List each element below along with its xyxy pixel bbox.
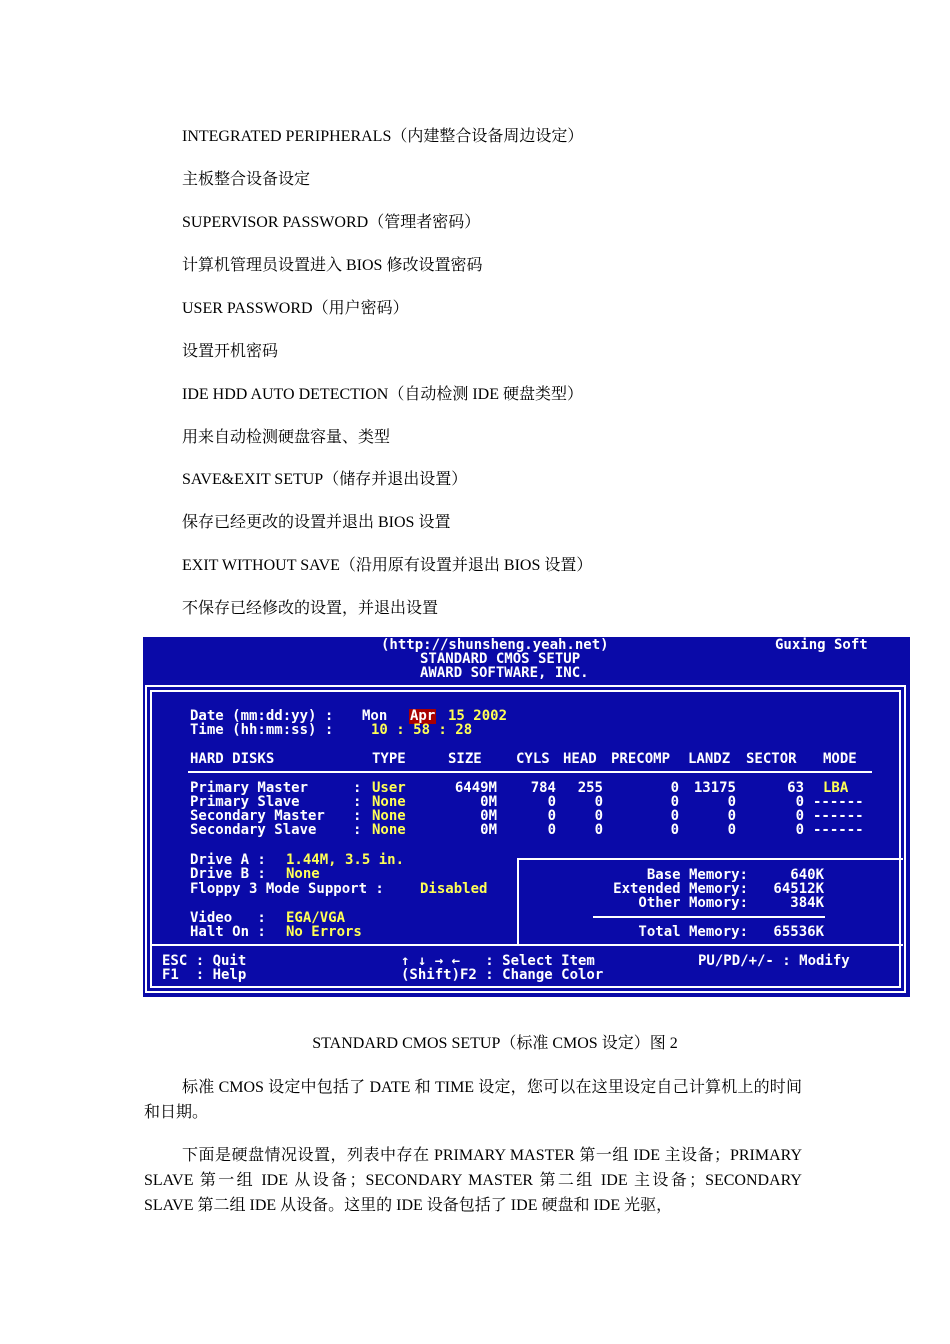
disk-sector: 0 (795, 822, 804, 838)
disk-precomp: 0 (670, 794, 679, 810)
disk-precomp: 0 (670, 780, 679, 796)
doc-line-ide-detection: IDE HDD AUTO DETECTION（自动检测 IDE 硬盘类型） (182, 386, 584, 403)
footer-divider (150, 944, 903, 946)
disk-name: Primary Master (190, 780, 309, 796)
col-mode: MODE (823, 751, 857, 767)
disk-landz: 13175 (693, 780, 736, 796)
col-sector: SECTOR (746, 751, 797, 767)
doc-line-save-exit: SAVE&EXIT SETUP（储存并退出设置） (182, 471, 468, 488)
disk-name: Primary Slave (190, 794, 300, 810)
footer-change-color: (Shift)F2 : Change Color (401, 967, 604, 983)
extended-memory-label: Extended Memory: (613, 881, 748, 897)
memory-box-left (517, 858, 519, 946)
time-label: Time (hh:mm:ss) : (190, 722, 334, 738)
total-memory-label: Total Memory: (638, 924, 748, 940)
floppy3-label: Floppy 3 Mode Support : (190, 881, 384, 897)
bios-screenshot (143, 637, 910, 997)
floppy3-value[interactable]: Disabled (420, 881, 488, 897)
drive-b-label: Drive B : (190, 866, 266, 882)
disk-cyls: 0 (547, 808, 556, 824)
doc-line-user-desc: 设置开机密码 (182, 343, 279, 360)
extended-memory-value: 64512K (773, 881, 824, 897)
other-memory-value: 384K (790, 895, 824, 911)
disk-sector: 0 (795, 808, 804, 824)
disk-name: Secondary Master (190, 808, 325, 824)
memory-total-divider (593, 916, 825, 918)
disk-size: 0M (480, 794, 497, 810)
disk-landz: 0 (727, 822, 736, 838)
base-memory-label: Base Memory: (646, 867, 748, 883)
disk-head: 255 (577, 780, 603, 796)
date-month-selected[interactable]: Apr (410, 708, 436, 724)
doc-line-exit-without-save: EXIT WITHOUT SAVE（沿用原有设置并退出 BIOS 设置） (182, 557, 593, 574)
col-type: TYPE (372, 751, 406, 767)
col-head: HEAD (563, 751, 597, 767)
total-memory-value: 65536K (773, 924, 824, 940)
disk-header-divider (188, 771, 872, 773)
disk-colon: : (353, 794, 362, 810)
disk-mode: ------ (813, 822, 864, 838)
col-hard-disks: HARD DISKS (190, 751, 275, 767)
disk-colon: : (353, 780, 362, 796)
disk-sector: 63 (787, 780, 804, 796)
drive-b-value[interactable]: None (286, 866, 320, 882)
video-label: Video : (190, 910, 266, 926)
disk-size: 0M (480, 808, 497, 824)
disk-head: 0 (594, 808, 603, 824)
date-label: Date (mm:dd:yy) : (190, 708, 334, 724)
paragraph-hard-disks: 下面是硬盘情况设置，列表中存在 PRIMARY MASTER 第一组 IDE 主设备；PRIMARY SLAVE 第一组 IDE 从设备；SECONDARY MASTER 第二组 IDE 主设备；SECONDARY SLAVE 第二组 IDE 从设备。这里的 IDE 设备包括了 IDE 硬盘和 IDE 光驱， (144, 1147, 802, 1214)
doc-line-supervisor-desc: 计算机管理员设置进入 BIOS 修改设置密码 (182, 257, 483, 274)
footer-modify: PU/PD/+/- : Modify (698, 953, 850, 969)
disk-name: Secondary Slave (190, 822, 317, 838)
disk-mode: LBA (823, 780, 849, 796)
drive-a-value[interactable]: 1.44M, 3.5 in. (286, 852, 405, 868)
disk-type[interactable]: None (372, 822, 406, 838)
doc-line-save-desc: 保存已经更改的设置并退出 BIOS 设置 (182, 514, 451, 531)
time-value[interactable]: 10 : 58 : 28 (371, 722, 473, 738)
disk-landz: 0 (727, 794, 736, 810)
date-day-year[interactable]: 15 2002 (448, 708, 508, 724)
doc-line-supervisor-password: SUPERVISOR PASSWORD（管理者密码） (182, 214, 481, 231)
paragraph-date-time: 标准 CMOS 设定中包括了 DATE 和 TIME 设定，您可以在这里设定自己计算机上的时间和日期。 (144, 1079, 802, 1121)
col-landz: LANDZ (688, 751, 731, 767)
disk-cyls: 0 (547, 822, 556, 838)
col-precomp: PRECOMP (611, 751, 671, 767)
disk-colon: : (353, 822, 362, 838)
base-memory-value: 640K (790, 867, 824, 883)
footer-select-item: ↑ ↓ → ← : Select Item (401, 953, 595, 969)
disk-cyls: 0 (547, 794, 556, 810)
disk-mode: ------ (813, 794, 864, 810)
disk-cyls: 784 (530, 780, 556, 796)
video-value[interactable]: EGA/VGA (286, 910, 346, 926)
col-cyls: CYLS (516, 751, 550, 767)
doc-line-integrated-desc: 主板整合设备设定 (182, 171, 311, 188)
bios-url: (http://shunsheng.yeah.net) (381, 637, 609, 653)
disk-head: 0 (594, 794, 603, 810)
bios-title: STANDARD CMOS SETUP (420, 651, 581, 667)
disk-precomp: 0 (670, 822, 679, 838)
disk-type[interactable]: None (372, 794, 406, 810)
footer-esc-quit: ESC : Quit (162, 953, 247, 969)
figure-caption: STANDARD CMOS SETUP（标准 CMOS 设定）图 2 (312, 1035, 678, 1052)
memory-box-top (517, 858, 903, 860)
halt-on-value[interactable]: No Errors (286, 924, 362, 940)
footer-f1-help: F1 : Help (162, 967, 247, 983)
date-day: Mon (362, 708, 388, 724)
disk-landz: 0 (727, 808, 736, 824)
disk-type[interactable]: User (372, 780, 406, 796)
doc-line-integrated-peripherals: INTEGRATED PERIPHERALS（内建整合设备周边设定） (182, 128, 584, 145)
disk-type[interactable]: None (372, 808, 406, 824)
doc-line-exit-desc: 不保存已经修改的设置，并退出设置 (182, 600, 439, 617)
disk-sector: 0 (795, 794, 804, 810)
bios-credit: Guxing Soft (775, 637, 868, 653)
doc-line-user-password: USER PASSWORD（用户密码） (182, 300, 409, 317)
disk-colon: : (353, 808, 362, 824)
drive-a-label: Drive A : (190, 852, 266, 868)
other-memory-label: Other Momory: (638, 895, 748, 911)
halt-on-label: Halt On : (190, 924, 266, 940)
disk-head: 0 (594, 822, 603, 838)
disk-size: 6449M (454, 780, 497, 796)
disk-precomp: 0 (670, 808, 679, 824)
disk-size: 0M (480, 822, 497, 838)
bios-vendor: AWARD SOFTWARE, INC. (420, 665, 589, 681)
doc-line-ide-desc: 用来自动检测硬盘容量、类型 (182, 429, 391, 446)
disk-mode: ------ (813, 808, 864, 824)
col-size: SIZE (448, 751, 482, 767)
